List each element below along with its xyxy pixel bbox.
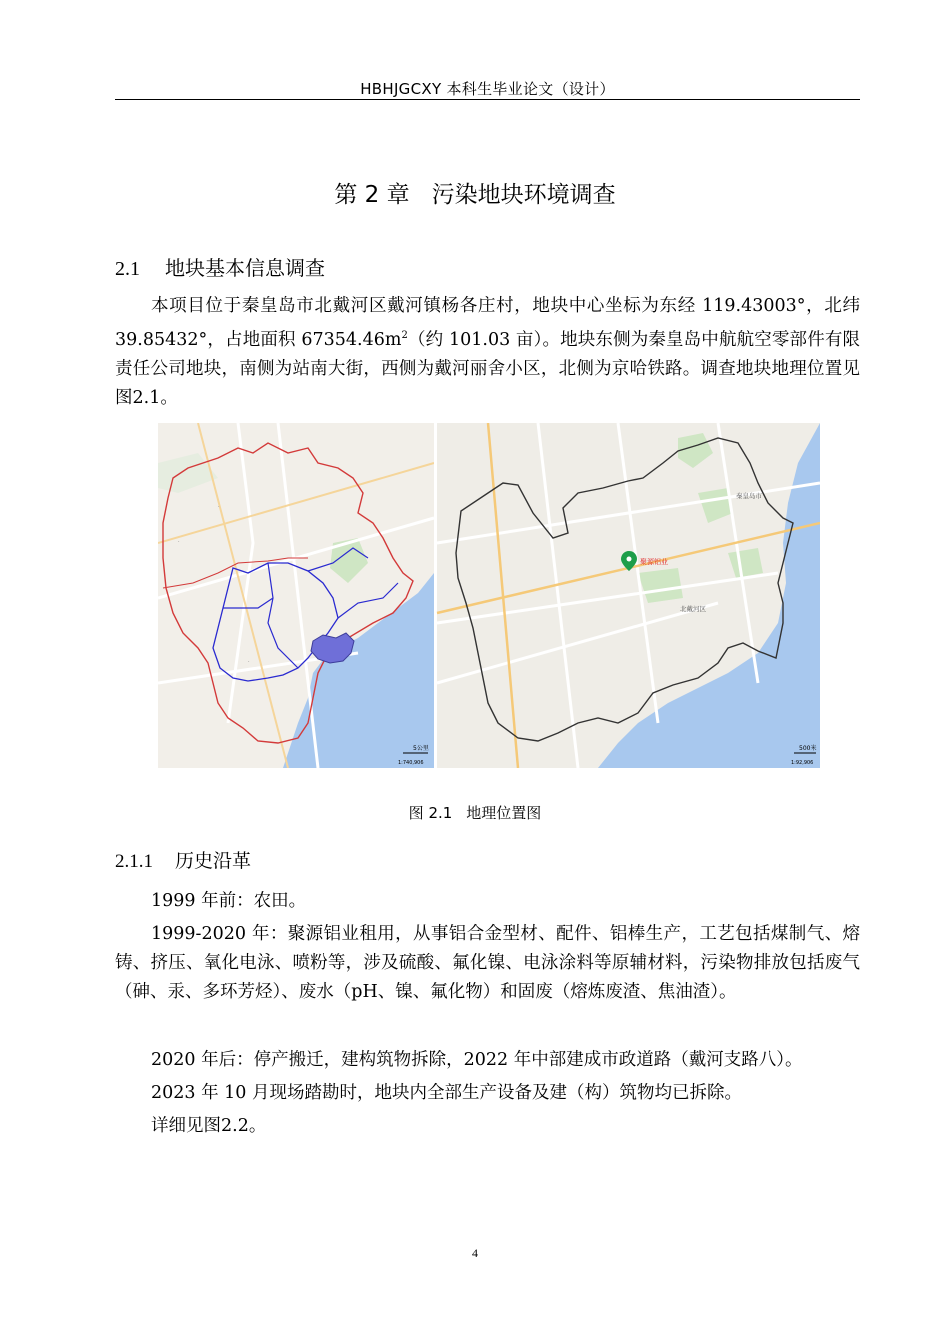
map-divider <box>434 423 437 768</box>
caption-number: 图 2.1 <box>408 804 453 822</box>
history-paragraph-5 <box>115 1112 860 1141</box>
section-title: 地块基本信息调查 <box>165 256 325 280</box>
area-unit-superscript: 2 <box>401 330 408 341</box>
running-header: HBHJGCXY 本科生毕业论文（设计） <box>360 80 615 98</box>
section-heading-2-1-1 <box>115 846 251 873</box>
svg-text:·: · <box>248 659 250 665</box>
location-pin-center <box>627 557 632 562</box>
site-marker-label: 聚源铝业 <box>640 558 668 566</box>
history-item: 1999 年前：农田。 <box>151 891 307 911</box>
local-map <box>437 423 820 768</box>
chapter-heading <box>0 176 950 209</box>
place-label-bdh: 北戴河区 <box>680 605 706 613</box>
local-scale-label: 500米 <box>799 745 817 752</box>
history-paragraph-1 <box>115 887 860 916</box>
site-info-text-2: （约 101.03 亩）。地块东侧为秦皇岛中航航空零部件有限责任公司地块，南侧为站南大街，西侧为戴河丽舍小区，北侧为京哈铁路。调查地块地理位置见图2.1。 <box>115 329 860 408</box>
history-item: 2023 年 10 月现场踏勘时，地块内全部生产设备及建（构）筑物均已拆除。 <box>151 1083 742 1103</box>
regional-scale-label: 5公里 <box>413 745 429 752</box>
section-heading-2-1 <box>115 252 325 281</box>
history-paragraph-3 <box>115 1046 860 1075</box>
figure-caption <box>0 802 950 823</box>
regional-scale-ratio: 1:740,906 <box>398 760 424 766</box>
history-paragraph-4 <box>115 1079 860 1108</box>
location-map-figure <box>158 423 820 768</box>
header-rule <box>115 99 860 100</box>
caption-title: 地理位置图 <box>466 804 542 822</box>
section-number: 2.1 <box>115 258 140 280</box>
local-scale-ratio: 1:92,906 <box>791 760 814 766</box>
site-info-text-1: 本项目位于秦皇岛市北戴河区戴河镇杨各庄村，地块中心坐标为东经 119.43003°，北纬 39.85432°，占地面积 67354.46m <box>115 296 860 350</box>
regional-map <box>158 423 434 768</box>
page-number: 4 <box>472 1246 478 1260</box>
subsection-number: 2.1.1 <box>115 851 153 872</box>
history-item: 1999-2020 年：聚源铝业租用，从事铝合金型材、配件、铝棒生产，工艺包括煤制气、熔铸、挤压、氧化电泳、喷粉等，涉及硫酸、氟化镍、电泳涂料等原辅材料，污染物排放包括废气（砷、汞、多环芳烃）、废水（pH、镍、氟化物）和固废（熔炼废渣、焦油渣）。 <box>115 924 860 1002</box>
chapter-number: 第 2 章 <box>334 182 410 208</box>
history-item: 2020 年后：停产搬迁，建构筑物拆除，2022 年中部建成市政道路（戴河支路八）。 <box>151 1050 803 1070</box>
site-info-paragraph <box>115 292 860 413</box>
history-paragraph-2 <box>115 920 860 1007</box>
svg-text:·: · <box>178 539 180 545</box>
subsection-title: 历史沿革 <box>175 850 252 872</box>
place-label-qhd: 秦皇岛市 <box>736 492 762 500</box>
chapter-title: 污染地块环境调查 <box>431 182 616 208</box>
svg-text:·: · <box>218 504 220 510</box>
history-item: 详细见图2.2。 <box>151 1116 267 1136</box>
